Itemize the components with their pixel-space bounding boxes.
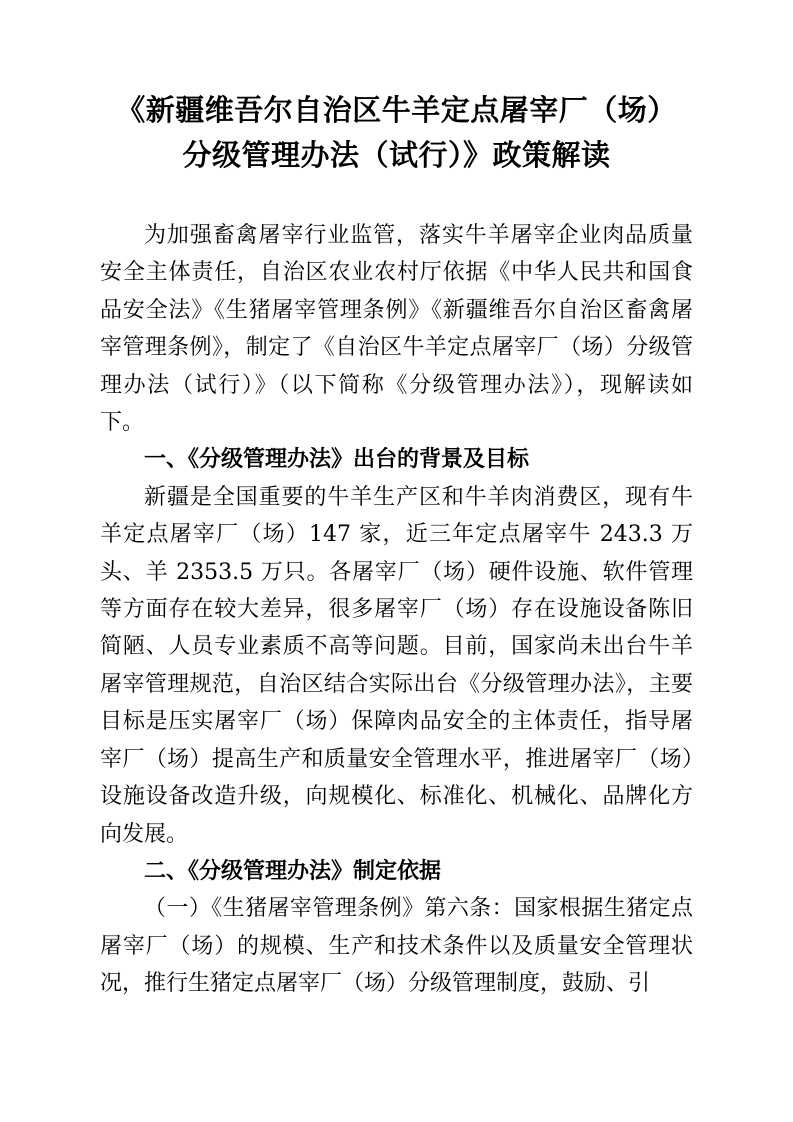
paragraph-background-goals: 新疆是全国重要的牛羊生产区和牛羊肉消费区，现有牛羊定点屠宰厂（场）147 家，近三年定点屠宰牛 243.3 万头、羊 2353.5 万只。各屠宰厂（场）硬件设施、软件管理等方面存在较大差异，很多屠宰厂（场）存在设施设备陈旧简陋、人员专业素质不高等问题。目前，国家尚未出台牛羊屠宰管理规范，自治区结合实际出台《分级管理办法》，主要目标是压实屠宰厂（场）保障肉品安全的主体责任，指导屠宰厂（场）提高生产和质量安全管理水平，推进屠宰厂（场）设施设备改造升级，向规模化、标准化、机械化、品牌化方向发展。 xyxy=(100,484,693,847)
section-heading-2: 二、《分级管理办法》制定依据 xyxy=(144,858,442,884)
document-title-line-1: 《新疆维吾尔自治区牛羊定点屠宰厂（场） xyxy=(116,93,677,127)
document-content xyxy=(100,88,693,1003)
paragraph-intro: 为加强畜禽屠宰行业监管，落实牛羊屠宰企业肉品质量安全主体责任，自治区农业农村厅依据《中华人民共和国食品安全法》《生猪屠宰管理条例》《新疆维吾尔自治区畜禽屠宰管理条例》，制定了《自治区牛羊定点屠宰厂（场）分级管理办法（试行）》（以下简称《分级管理办法》），现解读如下。 xyxy=(100,223,693,436)
document-title xyxy=(100,88,693,178)
paragraph-legal-basis: （一）《生猪屠宰管理条例》第六条：国家根据生猪定点屠宰厂（场）的规模、生产和技术条件以及质量安全管理状况，推行生猪定点屠宰厂（场）分级管理制度，鼓励、引 xyxy=(100,896,693,997)
document-title-line-2: 分级管理办法（试行）》政策解读 xyxy=(182,138,611,172)
section-heading-1: 一、《分级管理办法》出台的背景及目标 xyxy=(144,447,530,473)
